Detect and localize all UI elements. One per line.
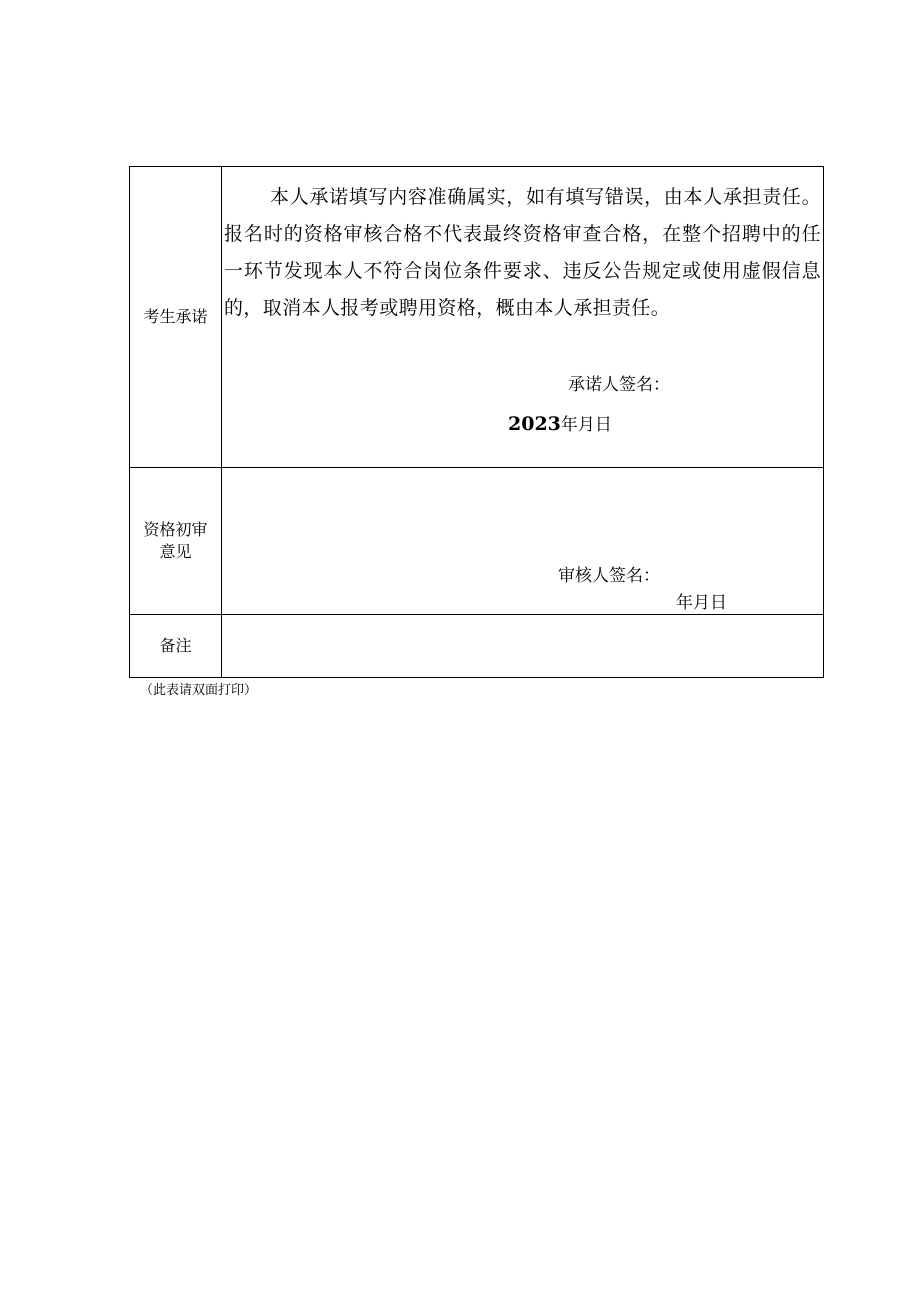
reviewer-signature-label: 审核人签名：	[558, 566, 660, 586]
promise-date-suffix: 年月日	[560, 415, 612, 435]
promise-label: 考生承诺	[130, 167, 222, 468]
promise-date	[508, 411, 612, 438]
review-content-cell	[222, 468, 824, 615]
promise-row	[130, 167, 824, 468]
review-label-line2: 意见	[159, 542, 192, 561]
promise-date-year: 2023	[508, 413, 561, 435]
remark-value-cell	[222, 615, 824, 678]
print-note: （此表请双面打印）	[140, 683, 258, 698]
promise-content-cell	[222, 167, 824, 468]
review-date: 年月日	[676, 593, 727, 613]
promiser-signature-label: 承诺人签名：	[568, 375, 670, 395]
application-form-table	[129, 166, 824, 678]
review-label-line1: 资格初审	[143, 520, 208, 539]
remark-label: 备注	[130, 615, 222, 678]
review-row	[130, 468, 824, 615]
promise-statement: 本人承诺填写内容准确属实，如有填写错误，由本人承担责任。报名时的资格审核合格不代表最终资格审查合格，在整个招聘中的任一环节发现本人不符合岗位条件要求、违反公告规定或使用虚假信息的，取消本人报考或聘用资格，概由本人承担责任。	[224, 186, 821, 319]
review-label	[130, 468, 222, 615]
remark-row	[130, 615, 824, 678]
